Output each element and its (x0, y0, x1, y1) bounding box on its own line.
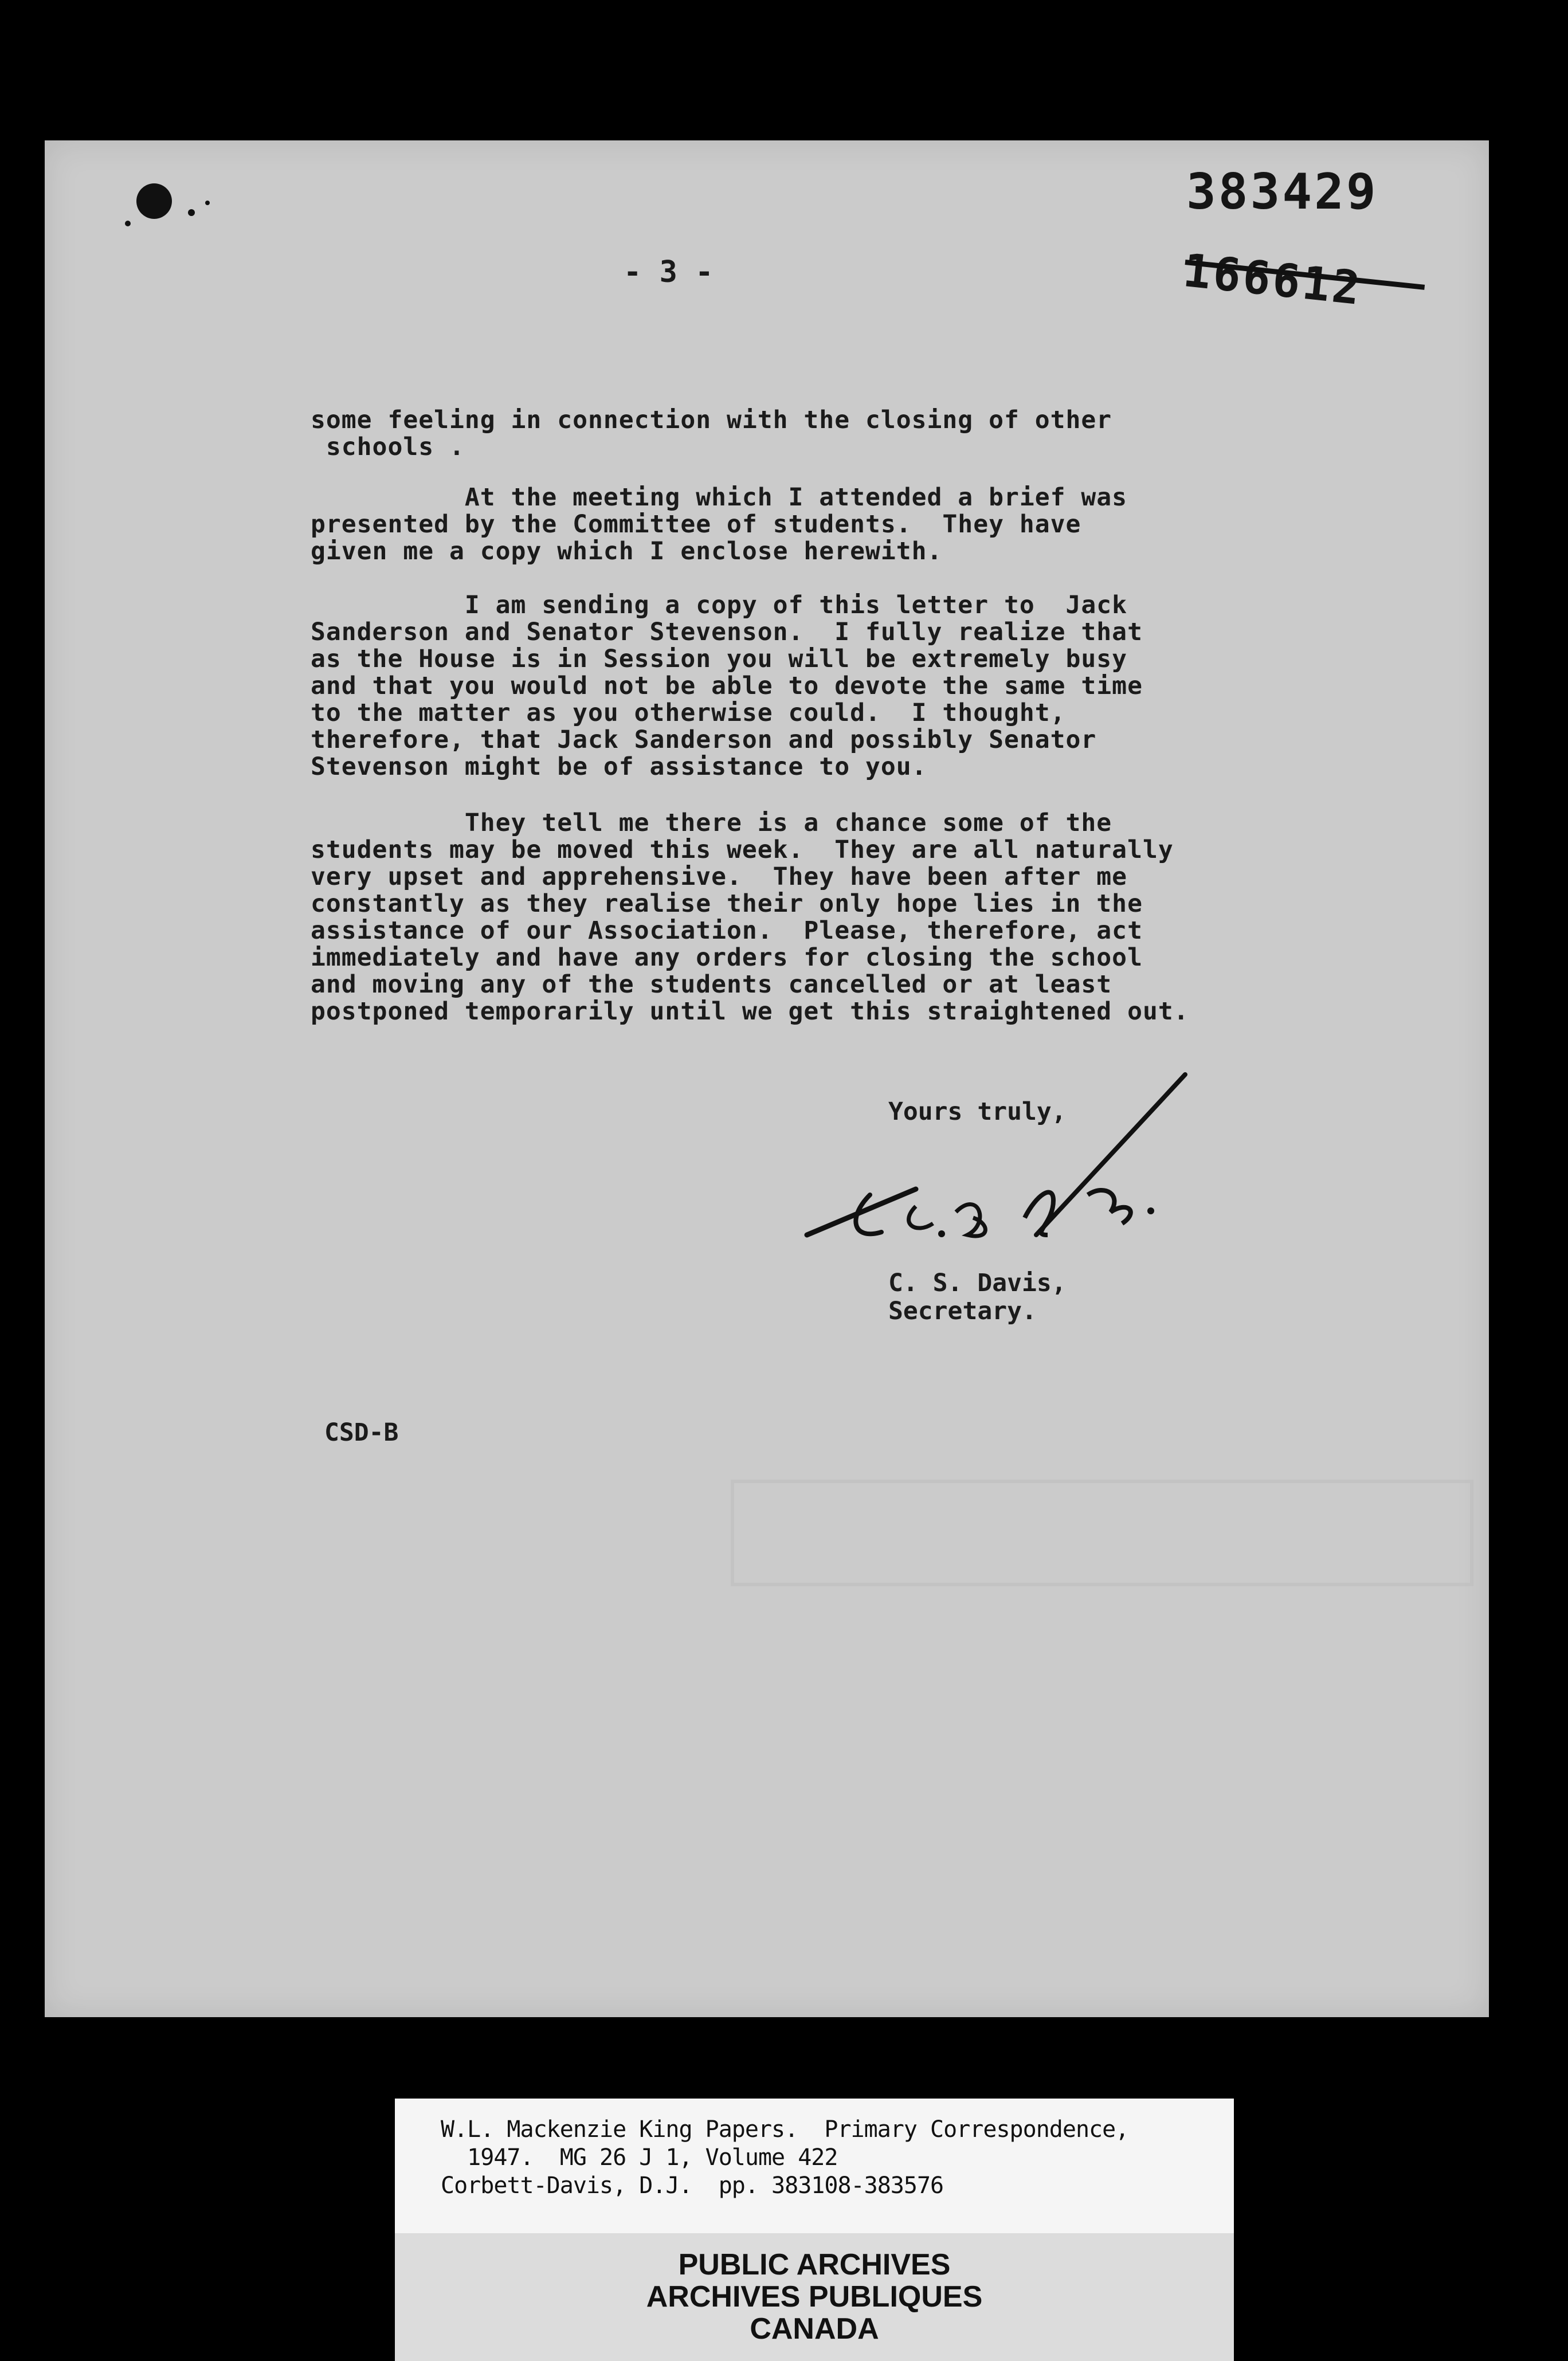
closing-salutation: Yours truly, (888, 1097, 1067, 1126)
citation-line-2: 1947. MG 26 J 1, Volume 422 (441, 2144, 838, 2171)
archive-stamp-number: 383429 (1186, 163, 1378, 221)
speck (125, 221, 131, 226)
archives-country: CANADA (750, 2312, 879, 2346)
citation-line-1: W.L. Mackenzie King Papers. Primary Correspondence, (441, 2116, 1129, 2143)
archive-citation (441, 2116, 1128, 2200)
typist-initials: CSD-B (324, 1418, 399, 1447)
archives-french: ARCHIVES PUBLIQUES (646, 2280, 983, 2313)
signatory-title: Secretary. (888, 1297, 1037, 1325)
paragraph-4: They tell me there is a chance some of the students may be moved this week. They are all naturally very upset and apprehensive. They have been after me constantly as they realise their only hope lies in the assistance of our Association. Please, therefore, act immediately and have any orders for closing the school and moving any of the students cancelled or at least postponed temporarily until we get this straightened out. (311, 809, 1189, 1026)
paragraph-1: some feeling in connection with the closing of other schools . (311, 406, 1112, 461)
letter-page (45, 140, 1489, 2017)
page-number: - 3 - (624, 255, 714, 289)
paragraph-3: I am sending a copy of this letter to Jack Sanderson and Senator Stevenson. I fully realize that as the House is in Session you will be extremely busy and that you would not be able to devote the same time to the matter as you otherwise could. I thought, therefore, that Jack Sanderson and possibly Senator Stevenson might be of assistance to you. (311, 591, 1143, 781)
signatory-name: C. S. Davis, (888, 1269, 1067, 1297)
speck (188, 209, 195, 216)
citation-line-3: Corbett-Davis, D.J. pp. 383108-383576 (441, 2172, 944, 2199)
archives-english: PUBLIC ARCHIVES (678, 2248, 951, 2281)
punch-mark (136, 183, 172, 219)
speck (205, 201, 210, 205)
old-stamp-number: 166612 (1181, 244, 1365, 316)
faint-bleed-through (721, 1458, 1483, 1607)
paragraph-2: At the meeting which I attended a brief was presented by the Committee of students. They have given me a copy which I enclose herewith. (311, 483, 1128, 566)
archive-label (395, 2099, 1234, 2361)
handwritten-signature (784, 1052, 1334, 1292)
